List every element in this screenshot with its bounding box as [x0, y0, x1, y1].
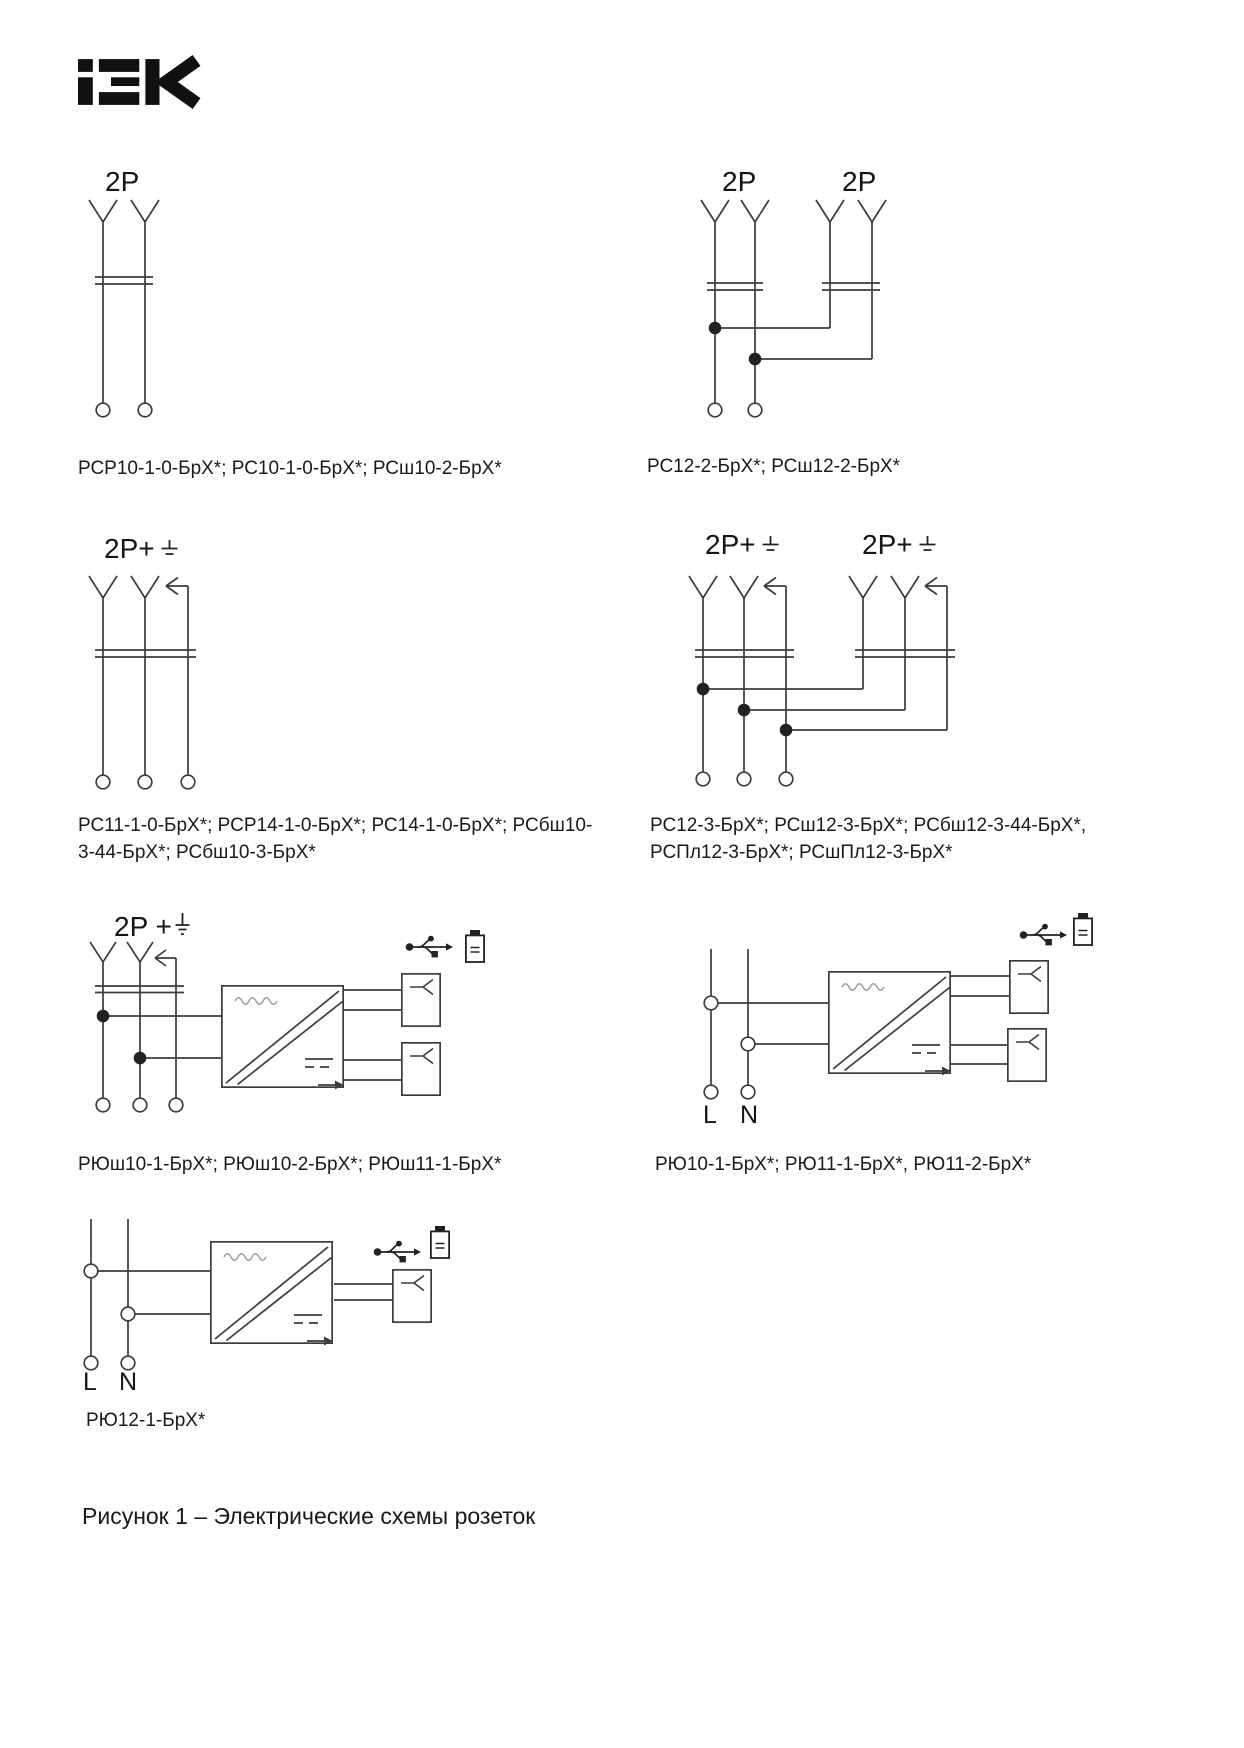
- usb-port-symbol: [1010, 961, 1048, 1013]
- terminal: [96, 403, 110, 417]
- acdc-converter-icon: [829, 972, 951, 1076]
- terminal: [704, 1085, 718, 1099]
- usb-port-symbol: [1008, 1029, 1046, 1081]
- pole-count-label: 2P+: [705, 529, 756, 560]
- socket-contact-fork: [89, 200, 117, 222]
- usb-port-symbol: [402, 974, 440, 1026]
- caption-line: РСПл12-3-БрХ*; РСшПл12-3-БрХ*: [650, 842, 953, 863]
- junction-dot: [738, 704, 751, 717]
- caption-line: РС12-3-БрХ*; РСш12-3-БрХ*; РСбш12-3-44-БрХ*,: [650, 815, 1087, 836]
- caption-line: РС11-1-0-БрХ*; РСР14-1-0-БрХ*; РС14-1-0-БрХ*; РСбш10-: [78, 815, 593, 836]
- schematic-double-socket-2p: [690, 190, 900, 425]
- acdc-converter-icon: [211, 1242, 333, 1346]
- terminal: [741, 1085, 755, 1099]
- diagram7-caption: РЮ12-1-БрХ*: [86, 1410, 206, 1431]
- earth-icon: [160, 539, 179, 559]
- terminal: [138, 775, 152, 789]
- wire: [334, 1284, 392, 1300]
- schematic-usb-module-ln: [690, 910, 1110, 1110]
- junction-dot: [749, 353, 762, 366]
- usb-port-symbol: [402, 1043, 440, 1095]
- socket-contact-fork: [849, 576, 877, 598]
- figure-caption: Рисунок 1 – Электрические схемы розеток: [82, 1503, 536, 1529]
- wire: [103, 1016, 221, 1058]
- terminal: [96, 1098, 110, 1112]
- usb-icon: [1020, 924, 1067, 946]
- socket-contact-fork: [891, 576, 919, 598]
- pole-count-label: 2P: [722, 166, 757, 197]
- earth-icon: [761, 535, 780, 555]
- terminal: [96, 775, 110, 789]
- wire: [103, 958, 176, 1098]
- usb-icon: [406, 936, 453, 958]
- junction-terminal: [84, 1264, 98, 1278]
- terminal-label-n: N: [119, 1368, 138, 1396]
- earth-icon: [918, 535, 937, 555]
- diagram4-caption: [650, 812, 1086, 866]
- usb-icon: [374, 1241, 421, 1263]
- junction-dot: [134, 1052, 147, 1065]
- earth-contact-arrow: [166, 578, 188, 595]
- diagram4-label-left: [705, 529, 780, 561]
- wire: [715, 222, 755, 403]
- schematic-usb-single-ln: [60, 1205, 480, 1385]
- junction-terminal: [704, 996, 718, 1010]
- junction-dot: [709, 322, 722, 335]
- terminal-label-l: L: [703, 1101, 717, 1129]
- wire: [98, 1271, 210, 1314]
- wire: [103, 222, 145, 403]
- socket-contact-fork: [701, 200, 729, 222]
- wire: [91, 1219, 128, 1356]
- acdc-converter-icon: [222, 986, 344, 1090]
- schematic-socket-2p-earth: [75, 560, 225, 795]
- wire: [344, 990, 401, 1080]
- caption-line: 3-44-БрХ*; РСбш10-3-БрХ*: [78, 842, 316, 863]
- diagram2-caption: РС12-2-БрХ*; РСш12-2-БрХ*: [647, 456, 901, 477]
- diagram4-label-right: [862, 529, 937, 561]
- junction-dot: [780, 724, 793, 737]
- diagram5-caption: РЮш10-1-БрХ*; РЮш10-2-БрХ*; РЮш11-1-БрХ*: [78, 1154, 502, 1175]
- terminal: [748, 403, 762, 417]
- terminal-label-n: N: [740, 1101, 759, 1129]
- terminal: [696, 772, 710, 786]
- battery-icon: [466, 930, 484, 962]
- wire: [703, 586, 786, 772]
- earth-contact-arrow: [764, 578, 786, 595]
- wire: [951, 976, 1009, 1064]
- junction-terminal: [741, 1037, 755, 1051]
- diagram3-caption: [78, 812, 592, 866]
- wire: [718, 1003, 828, 1044]
- wire: [863, 586, 947, 730]
- terminal: [169, 1098, 183, 1112]
- terminal: [708, 403, 722, 417]
- socket-contact-fork: [689, 576, 717, 598]
- socket-contact-fork: [131, 576, 159, 598]
- socket-contact-fork: [127, 942, 153, 962]
- terminal: [138, 403, 152, 417]
- schematic-usb-socket-2p-earth: [75, 930, 495, 1120]
- socket-contact-fork: [131, 200, 159, 222]
- diagram6-caption: РЮ10-1-БрХ*; РЮ11-1-БрХ*, РЮ11-2-БрХ*: [655, 1154, 1032, 1175]
- terminal: [737, 772, 751, 786]
- terminal: [181, 775, 195, 789]
- pole-count-label: 2P: [842, 166, 877, 197]
- pole-count-label: 2P +: [114, 911, 172, 942]
- socket-contact-fork: [90, 942, 116, 962]
- pole-count-label: 2P: [105, 166, 140, 197]
- socket-contact-fork: [89, 576, 117, 598]
- junction-dot: [697, 683, 710, 696]
- junction-terminal: [121, 1307, 135, 1321]
- schematic-double-socket-2p-earth: [688, 560, 973, 795]
- wire: [711, 949, 748, 1085]
- junction-dot: [97, 1010, 110, 1023]
- schematic-socket-2p: [70, 190, 190, 425]
- socket-contact-fork: [816, 200, 844, 222]
- socket-contact-fork: [730, 576, 758, 598]
- pole-count-label: 2P+: [862, 529, 913, 560]
- terminal: [133, 1098, 147, 1112]
- battery-icon: [431, 1226, 449, 1258]
- pole-count-label: 2P+: [104, 533, 155, 564]
- wire: [103, 586, 188, 775]
- socket-contact-fork: [858, 200, 886, 222]
- socket-contact-fork: [741, 200, 769, 222]
- wire: [715, 328, 872, 359]
- diagram1-caption: РСР10-1-0-БрХ*; РС10-1-0-БрХ*; РСш10-2-БрХ*: [78, 458, 502, 479]
- terminal-label-l: L: [83, 1368, 97, 1396]
- earth-contact-arrow: [155, 950, 176, 966]
- earth-contact-arrow: [925, 578, 947, 595]
- terminal: [779, 772, 793, 786]
- battery-icon: [1074, 913, 1092, 945]
- usb-port-symbol: [393, 1270, 431, 1322]
- iek-logo: [78, 48, 206, 121]
